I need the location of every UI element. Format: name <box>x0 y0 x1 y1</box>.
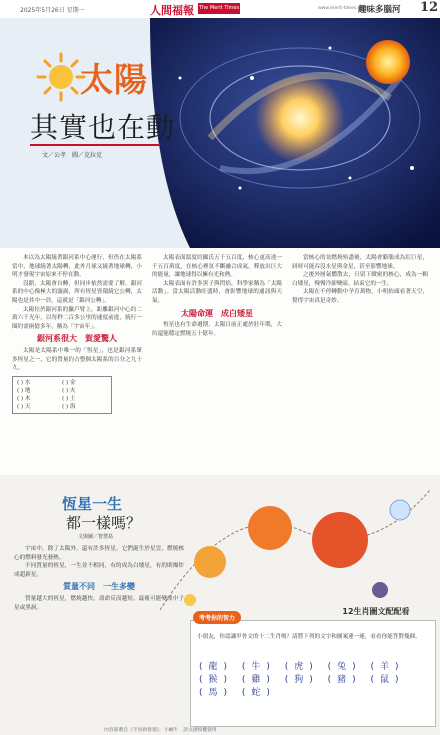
article-byline: 文／公孝 圖／克拉克 <box>42 152 103 159</box>
article-column-2 <box>152 254 282 338</box>
paragraph: 太陽在不停轉動中孕育萬物，小明抬頭看著天空，覺得宇宙真是奇妙。 <box>292 289 428 304</box>
source-credit: 內容節選自《宇宙新發現》，小蝸牛 請文創授權使用 <box>104 728 217 733</box>
paragraph: 沒錯，太陽會自轉，但同步依然需要了解。銀河系的中心像極大的漩渦，所有恆星皆環繞它公轉，太陽也是其中一員，這就是「銀河公轉」。 <box>12 280 142 304</box>
zodiac-glyph-list: (龍) (牛) (虎) (兔) (羊) (猴) (雞) (狗) (豬) (鼠) (馬) (蛇) <box>199 662 405 698</box>
quiz-title: 12生肖圖文配配看 <box>342 607 410 616</box>
headline-divider <box>30 144 160 146</box>
quiz-tag: 考考你的智力 <box>193 611 241 624</box>
sidebar-title-line1: 恆星一生 <box>62 495 123 513</box>
sun-icon <box>36 52 86 102</box>
quiz-instructions: 小朋友，你認識甲骨文的十二生肖嗎？請將下列的文字和圖案連一連，看看你能答對幾個。 <box>197 634 421 640</box>
newspaper-logo: 人間福報 <box>150 4 194 17</box>
paragraph: 宇宙中，除了太陽外，還有許多恆星。它們誕生於星雲，燃燒核心的燃料發光發熱。 <box>14 546 184 561</box>
stellar-lifecycle-illustration <box>150 470 440 620</box>
sidebar-byline: 文與圖／智慧島 <box>78 534 114 540</box>
paragraph: 太陽表面有許多黑子與閃焰，科學家稱為「太陽活動」。當太陽活動旺盛時，會影響地球的通訊與天氣。 <box>152 280 282 304</box>
quiz-cell: ( ) 水 <box>17 379 31 386</box>
headline-line2: 其實也在動 <box>30 111 176 144</box>
subheading: 質量不同 一生多變 <box>63 582 135 592</box>
quiz-panel <box>190 607 436 727</box>
paragraph: 本以為太陽繞著銀河系中心運行，但仍在太陽系當中，地球繞著太陽轉，此外月球又繞著地球轉，小明才發現宇宙原來不停在動。 <box>12 255 142 279</box>
subheading: 太陽命運 成白矮星 <box>181 308 253 318</box>
quiz-cell: ( ) 土 <box>62 395 76 402</box>
article-column-1 <box>12 254 142 414</box>
page-header <box>0 0 440 19</box>
quiz-cell: ( ) 金 <box>62 379 76 386</box>
hero-banner <box>0 18 440 248</box>
issue-date: 2025年5月26日 星期一 <box>20 7 85 14</box>
paragraph: 當核心的氫燃燒殆盡後，太陽會膨脹成為紅巨星，屆時可能吞沒水星與金星，甚至影響地球。 <box>292 255 428 270</box>
page-number: 12 <box>420 0 439 15</box>
website-url: www.merit-times.com <box>318 6 368 11</box>
article-column-3 <box>292 254 428 306</box>
quiz-cell: ( ) 地 <box>17 387 31 394</box>
quiz-cell: ( ) 海 <box>62 403 76 410</box>
sidebar-title-line2: 都一樣嗎？ <box>66 514 142 532</box>
paragraph: 太陽位於銀河系的獵戶臂上，距離銀河中心約二萬六千光年，以每秒二百多公里的速度前進，繞行一圈約需兩億多年，稱為「宇宙年」。 <box>12 306 142 330</box>
paragraph: 太陽是太陽系中唯一的「恆星」，也是銀河系眾多恆星之一，它的質量約占整個太陽系的百分之九十九。 <box>12 347 142 372</box>
paragraph: 之後外層氣體散去，只留下緻密的核心，成為一顆白矮星，慢慢冷卻變暗，結束它的一生。 <box>292 272 428 287</box>
planet-quiz-box <box>12 376 112 414</box>
headline-line1: 太陽 <box>80 60 148 99</box>
newspaper-logo-english: The Merit Times <box>198 3 240 14</box>
paragraph: 質量越大的恆星，燃燒越快，壽命反而越短，最後可能變成中子星或黑洞。 <box>14 595 184 611</box>
paragraph: 不同質量的恆星，一生並不相同，有的成為白矮星，有的則爆炸成超新星。 <box>14 563 184 578</box>
section-name: 趣味多腦河 <box>358 5 401 15</box>
quiz-cell: ( ) 木 <box>17 395 31 402</box>
paragraph: 恆星也有生命週期，太陽目前正處於壯年期，大約還能穩定燃燒五十億年。 <box>152 322 282 337</box>
galaxy-illustration <box>150 18 440 248</box>
quiz-cell: ( ) 天 <box>17 403 31 410</box>
subheading: 銀河系很大 賀愛驚人 <box>37 334 117 344</box>
quiz-cell: ( ) 火 <box>62 387 76 394</box>
paragraph: 太陽表面溫度約攝氏五千五百度，核心更高達一千五百萬度，在核心裡氫不斷融合成氦，釋放出巨大的能量，讓地球得以擁有光和熱。 <box>152 255 282 279</box>
sidebar-column <box>14 545 184 612</box>
